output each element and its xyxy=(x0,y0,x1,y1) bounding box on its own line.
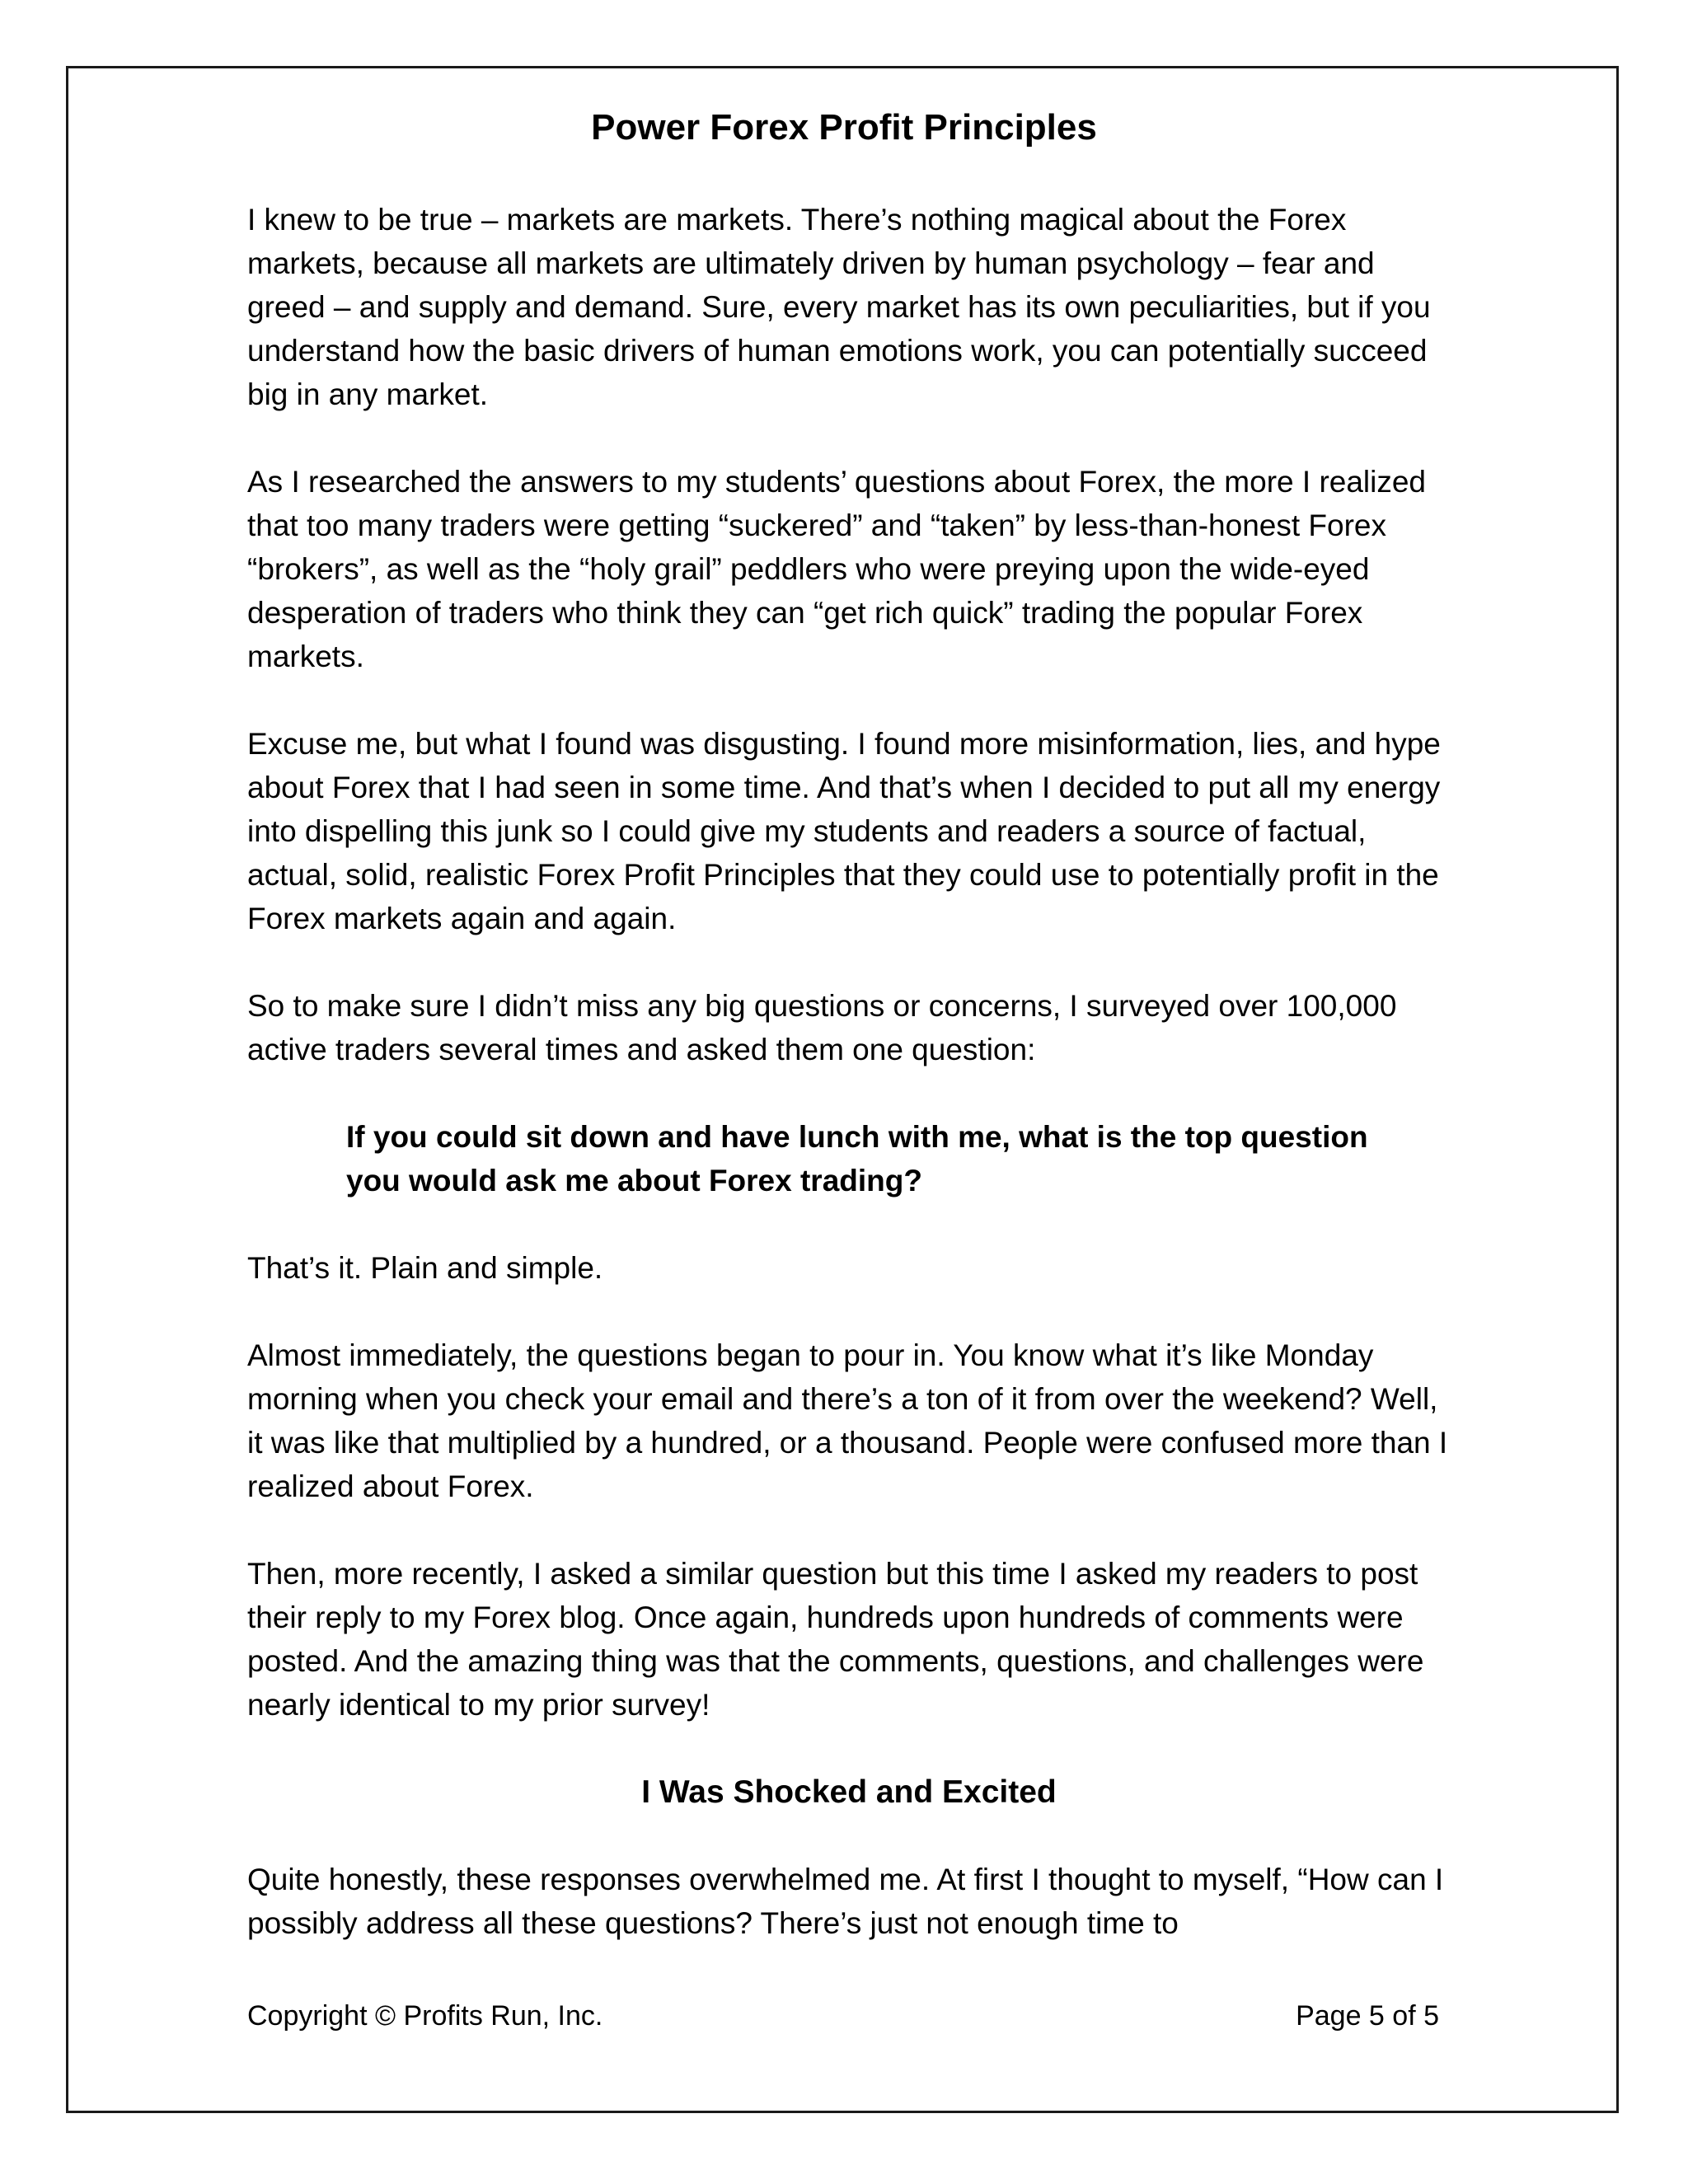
paragraph-disgusting: Excuse me, but what I found was disgusting. I found more misinformation, lies, and hype about Forex that I had seen in some time. And that’s when I decided to put all my energy into dispelling this junk so I could give my students and readers a source of factual, actual, solid, realistic Forex Profit Principles that they could use to potentially profit in the Forex markets again and again. xyxy=(247,727,1441,935)
paragraph-markets-are-markets: I knew to be true – markets are markets. There’s nothing magical about the Forex markets, because all markets are ultimately driven by human psychology – fear and greed – and supply and demand. Sure, every market has its own peculiarities, but if you understand how the basic drivers of human emotions work, you can potentially succeed big in any market. xyxy=(247,203,1431,411)
body-content xyxy=(247,198,1451,1989)
section-heading: I Was Shocked and Excited xyxy=(641,1774,1057,1810)
paragraph-blog-question: Then, more recently, I asked a similar question but this time I asked my readers to post their reply to my Forex blog. Once again, hundreds upon hundreds of comments were posted. And the amazing thing was that the comments, questions, and challenges were nearly identical to my prior survey! xyxy=(247,1557,1424,1722)
paragraph-survey: So to make sure I didn’t miss any big questions or concerns, I surveyed over 100,000 active traders several times and asked them one question: xyxy=(247,989,1397,1066)
survey-question-quote: If you could sit down and have lunch with me, what is the top question you would ask me about Forex trading? xyxy=(346,1120,1368,1197)
paragraph-researched-answers: As I researched the answers to my students’ questions about Forex, the more I realized that too many traders were getting “suckered” and “taken” by less-than-honest Forex “brokers”, as well as the “holy grail” peddlers who were preying upon the wide-eyed desperation of traders who think they can “get rich quick” trading the popular Forex markets. xyxy=(247,465,1427,673)
footer-copyright: Copyright © Profits Run, Inc. xyxy=(247,2000,603,2032)
page-footer xyxy=(247,1997,1439,2035)
footer-page-number: Page 5 of 5 xyxy=(1296,2000,1439,2032)
paragraph-plain-simple: That’s it. Plain and simple. xyxy=(247,1251,603,1285)
paragraph-questions-pour-in: Almost immediately, the questions began to pour in. You know what it’s like Monday morning when you check your email and there’s a ton of it from over the weekend? Well, it was like that multiplied by a hundred, or a thousand. People were confused more than I realized about Forex. xyxy=(247,1338,1448,1503)
page-title: Power Forex Profit Principles xyxy=(591,107,1097,148)
paragraph-overwhelmed: Quite honestly, these responses overwhelmed me. At first I thought to myself, “How can I possibly address all these questions? There’s just not enough time to xyxy=(247,1863,1444,1940)
